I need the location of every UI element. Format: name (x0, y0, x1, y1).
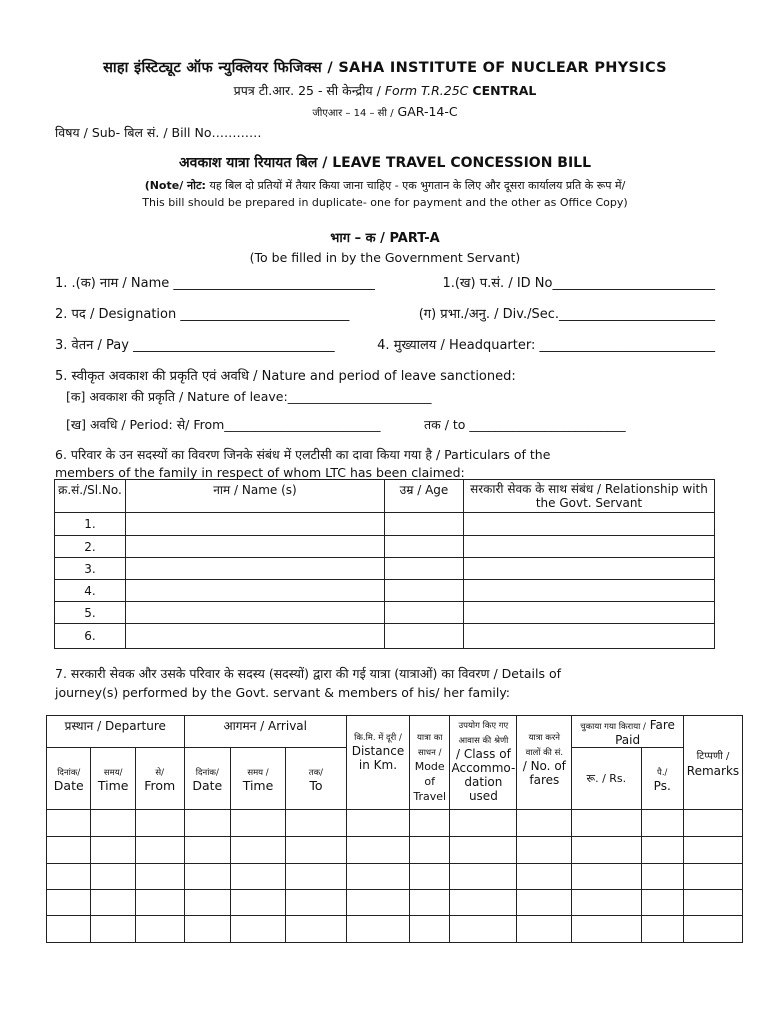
journey-cell[interactable] (683, 916, 742, 943)
remarks-english: Remarks (686, 763, 740, 778)
family-row-slno: 3. (55, 558, 126, 580)
journey-cell[interactable] (572, 890, 641, 916)
journey-cell[interactable] (91, 916, 135, 943)
col-dep-from (135, 748, 184, 810)
title-separator: / (322, 60, 339, 76)
note-hindi: यह बिल दो प्रतियों में तैयार किया जाना चाहिए - एक भुगतान के लिए और दूसरा कार्यालय प्रति के रूप में/ (209, 179, 626, 192)
col-name: नाम / Name (s) (126, 480, 385, 513)
col-age: उम्र / Age (385, 480, 464, 513)
journey-cell[interactable] (410, 890, 450, 916)
arr-time-hindi: समय / (247, 768, 269, 778)
note-label: (Note/ नोट: (144, 179, 206, 192)
journey-cell[interactable] (410, 810, 450, 837)
journey-row (47, 810, 743, 837)
col-fare-paid (572, 716, 684, 748)
family-row (55, 580, 715, 602)
col-arrival: आगमन / Arrival (184, 716, 346, 748)
col-departure: प्रस्थान / Departure (47, 716, 185, 748)
distance-hindi: कि.मि. में दूरी / (354, 733, 402, 743)
form-number-hindi: प्रपत्र टी.आर. 25 - सी केन्द्रीय (233, 83, 373, 98)
class-hindi-1: उपयोग किए गए (458, 721, 509, 731)
dep-from-english: From (144, 778, 176, 793)
journey-cell[interactable] (572, 864, 641, 890)
family-cell-name[interactable] (126, 513, 385, 536)
gar-number (0, 104, 770, 119)
family-row (55, 513, 715, 536)
journey-row (47, 916, 743, 943)
bill-title-hindi: अवकाश यात्रा रियायत बिल (178, 155, 318, 171)
family-cell-age[interactable] (385, 536, 464, 558)
col-slno: क्र.सं./Sl.No. (55, 480, 126, 513)
journey-cell[interactable] (517, 837, 572, 864)
mode-english-3: Travel (413, 790, 447, 803)
family-cell-name[interactable] (126, 580, 385, 602)
family-cell-name[interactable] (126, 624, 385, 649)
family-row (55, 536, 715, 558)
journey-cell[interactable] (641, 810, 683, 837)
col-arr-date (184, 748, 231, 810)
family-cell-name[interactable] (126, 558, 385, 580)
journey-cell[interactable] (641, 890, 683, 916)
class-english-3: dation (464, 775, 503, 789)
journey-cell[interactable] (517, 810, 572, 837)
arr-date-hindi: दिनांक/ (195, 768, 219, 778)
pay-field[interactable]: 3. वेतन / Pay _______________________________ (55, 338, 335, 353)
col-mode (410, 716, 450, 810)
fares-hindi-1: यात्रा करने (528, 733, 561, 743)
leave-heading: 5. स्वीकृत अवकाश की प्रकृति एवं अवधि / Nature and period of leave sanctioned: (55, 369, 516, 384)
form-number-english: Form T.R.25C (384, 83, 469, 98)
period-from-field[interactable]: [ख] अवधि / Period: से/ From_________________________ (66, 417, 381, 432)
journey-cell[interactable] (346, 864, 409, 890)
id-no-field[interactable]: 1.(ख) प.सं. / ID No_________________________ (442, 276, 715, 291)
journey-cell[interactable] (410, 837, 450, 864)
journey-cell[interactable] (517, 864, 572, 890)
family-row (55, 602, 715, 624)
journey-heading-cont: journey(s) performed by the Govt. servant & members of his/ her family: (55, 685, 511, 700)
paise-hindi: पै./ (657, 768, 668, 778)
part-a-title (0, 228, 770, 246)
journey-cell[interactable] (47, 890, 91, 916)
col-dep-date (47, 748, 91, 810)
period-to-field[interactable]: तक / to _________________________ (424, 417, 626, 432)
arr-date-english: Date (192, 778, 223, 793)
family-heading: 6. परिवार के उन सदस्यों का विवरण जिनके संबंध में एलटीसी का दावा किया गया है / Particulars of the (55, 447, 551, 462)
journey-heading: 7. सरकारी सेवक और उसके परिवार के सदस्य (सदस्यों) द्वारा की गई यात्रा (यात्राओं) का विवरण / Details of (55, 666, 562, 681)
journey-cell[interactable] (572, 916, 641, 943)
journey-cell[interactable] (517, 890, 572, 916)
bill-title: अवकाश यात्रा रियायत बिल / LEAVE TRAVEL CONCESSION BILL (178, 155, 592, 171)
headquarter-field[interactable]: 4. मुख्यालय / Headquarter: ___________________________ (377, 338, 715, 353)
family-cell-relation[interactable] (464, 580, 715, 602)
journey-cell[interactable] (184, 837, 231, 864)
journey-cell[interactable] (346, 890, 409, 916)
journey-cell[interactable] (135, 916, 184, 943)
mode-hindi-2: साधन / (417, 748, 442, 758)
form-central-label: CENTRAL (472, 83, 537, 98)
journey-cell[interactable] (285, 810, 346, 837)
family-row (55, 624, 715, 649)
col-relationship (464, 480, 715, 513)
fares-hindi-2: वालों की सं. (525, 748, 564, 758)
journey-row (47, 890, 743, 916)
remarks-hindi: टिप्पणी / (696, 750, 730, 762)
distance-unit: in Km. (358, 758, 398, 772)
arr-time-english: Time (242, 778, 274, 793)
journey-cell[interactable] (47, 837, 91, 864)
journey-cell[interactable] (135, 837, 184, 864)
journey-cell[interactable] (91, 837, 135, 864)
journey-cell[interactable] (47, 864, 91, 890)
family-table-header (55, 480, 715, 513)
journey-cell[interactable] (285, 864, 346, 890)
fares-english-1: / No. of (522, 759, 566, 773)
dep-from-hindi: से/ (155, 768, 165, 778)
family-cell-age[interactable] (385, 580, 464, 602)
note-english: This bill should be prepared in duplicate- one for payment and the other as Office Copy) (142, 196, 628, 209)
col-relationship-line2: the Govt. Servant (535, 496, 643, 510)
journey-cell[interactable] (450, 810, 517, 837)
journey-cell[interactable] (231, 837, 286, 864)
col-arr-to (285, 748, 346, 810)
col-arr-time (231, 748, 286, 810)
form-number: प्रपत्र टी.आर. 25 - सी केन्द्रीय / Form T.R.25C CENTRAL (233, 83, 537, 98)
division-field[interactable]: (ग) प्रभा./अनु. / Div./Sec.________________________ (418, 307, 715, 322)
fare-paid-hindi: चुकाया गया किराया / (580, 722, 646, 732)
journey-table (46, 715, 743, 943)
family-cell-relation[interactable] (464, 602, 715, 624)
journey-header-row1 (47, 716, 743, 748)
journey-cell[interactable] (450, 916, 517, 943)
rupees-label: रू. / Rs. (586, 772, 627, 785)
journey-cell[interactable] (683, 864, 742, 890)
class-hindi-2: आवास की श्रेणी (458, 736, 509, 746)
journey-cell[interactable] (450, 864, 517, 890)
family-cell-age[interactable] (385, 513, 464, 536)
bill-number-field[interactable]: विषय / Sub- बिल सं. / Bill No………… (55, 125, 262, 140)
dep-time-english: Time (97, 778, 129, 793)
journey-cell[interactable] (47, 916, 91, 943)
journey-cell[interactable] (135, 890, 184, 916)
col-ps (641, 748, 683, 810)
journey-cell[interactable] (231, 890, 286, 916)
family-row-slno: 4. (55, 580, 126, 602)
journey-cell[interactable] (641, 837, 683, 864)
family-cell-age[interactable] (385, 602, 464, 624)
dep-date-hindi: दिनांक/ (57, 768, 81, 778)
journey-cell[interactable] (641, 864, 683, 890)
family-row-slno: 6. (55, 624, 126, 649)
institute-title-english: SAHA INSTITUTE OF NUCLEAR PHYSICS (338, 60, 667, 76)
journey-cell[interactable] (517, 916, 572, 943)
col-remarks (683, 716, 742, 810)
arr-to-hindi: तक/ (308, 768, 324, 778)
family-cell-relation[interactable] (464, 624, 715, 649)
journey-cell[interactable] (91, 864, 135, 890)
family-row-slno: 1. (55, 513, 126, 536)
distance-english: Distance (351, 744, 405, 758)
arr-to-english: To (309, 778, 323, 793)
journey-cell[interactable] (91, 810, 135, 837)
family-cell-relation[interactable] (464, 558, 715, 580)
dep-date-english: Date (53, 778, 84, 793)
journey-cell[interactable] (285, 916, 346, 943)
mode-english-2: of (424, 775, 435, 788)
journey-cell[interactable] (285, 890, 346, 916)
col-class (450, 716, 517, 810)
journey-cell[interactable] (184, 864, 231, 890)
journey-cell[interactable] (91, 890, 135, 916)
journey-cell[interactable] (184, 890, 231, 916)
journey-row (47, 864, 743, 890)
bill-note (0, 178, 770, 193)
part-a-hindi: भाग – क / (330, 231, 385, 246)
journey-cell[interactable] (184, 916, 231, 943)
institute-title (0, 57, 770, 77)
col-relationship-line1: सरकारी सेवक के साथ संबंध / Relationship with (470, 482, 708, 496)
col-distance (346, 716, 409, 810)
family-cell-age[interactable] (385, 624, 464, 649)
institute-title-hindi: साहा इंस्टिट्यूट ऑफ न्युक्लियर फिजिक्स (103, 60, 323, 76)
family-row-slno: 2. (55, 536, 126, 558)
paise-english: Ps. (653, 779, 671, 793)
journey-cell[interactable] (47, 810, 91, 837)
journey-row (47, 837, 743, 864)
col-fares (517, 716, 572, 810)
journey-cell[interactable] (135, 864, 184, 890)
family-cell-age[interactable] (385, 558, 464, 580)
family-cell-name[interactable] (126, 536, 385, 558)
journey-cell[interactable] (410, 864, 450, 890)
family-cell-name[interactable] (126, 602, 385, 624)
leave-nature-field[interactable]: [क] अवकाश की प्रकृति / Nature of leave:_______________________ (66, 389, 432, 404)
journey-cell[interactable] (410, 916, 450, 943)
family-heading-cont: members of the family in respect of whom LTC has been claimed: (55, 465, 465, 480)
journey-cell[interactable] (346, 810, 409, 837)
dep-time-hindi: समय/ (103, 768, 123, 778)
fares-english-2: fares (529, 773, 560, 787)
col-dep-time (91, 748, 135, 810)
designation-field[interactable]: 2. पद / Designation __________________________ (55, 307, 350, 322)
journey-cell[interactable] (683, 810, 742, 837)
journey-cell[interactable] (346, 916, 409, 943)
journey-cell[interactable] (231, 864, 286, 890)
family-row-slno: 5. (55, 602, 126, 624)
family-cell-relation[interactable] (464, 536, 715, 558)
fare-paid-english-2: Paid (615, 733, 641, 747)
gar-hindi: जीएआर – 14 – सी / (312, 108, 394, 119)
journey-cell[interactable] (683, 890, 742, 916)
class-english-4: used (468, 789, 498, 803)
part-a-subtitle: (To be filled in by the Government Servant) (249, 250, 521, 265)
journey-cell[interactable] (450, 890, 517, 916)
journey-cell[interactable] (450, 837, 517, 864)
family-table (54, 479, 715, 649)
col-rs (572, 748, 641, 810)
mode-english-1: Mode (414, 760, 445, 773)
part-a-english: PART-A (389, 231, 440, 246)
gar-english: GAR-14-C (397, 104, 458, 119)
journey-cell[interactable] (683, 837, 742, 864)
family-row (55, 558, 715, 580)
bill-title-english: LEAVE TRAVEL CONCESSION BILL (332, 155, 592, 171)
journey-cell[interactable] (572, 810, 641, 837)
class-english-2: Accommo- (451, 761, 516, 775)
journey-cell[interactable] (231, 916, 286, 943)
journey-cell[interactable] (184, 810, 231, 837)
mode-hindi-1: यात्रा का (416, 733, 443, 743)
journey-cell[interactable] (231, 810, 286, 837)
journey-cell[interactable] (641, 916, 683, 943)
name-field[interactable]: 1. .(क) नाम / Name _______________________________ (55, 276, 375, 291)
journey-cell[interactable] (346, 837, 409, 864)
journey-cell[interactable] (135, 810, 184, 837)
class-english-1: / Class of (455, 747, 511, 761)
journey-cell[interactable] (285, 837, 346, 864)
family-cell-relation[interactable] (464, 513, 715, 536)
fare-paid-english-1: Fare (649, 718, 675, 732)
journey-cell[interactable] (572, 837, 641, 864)
